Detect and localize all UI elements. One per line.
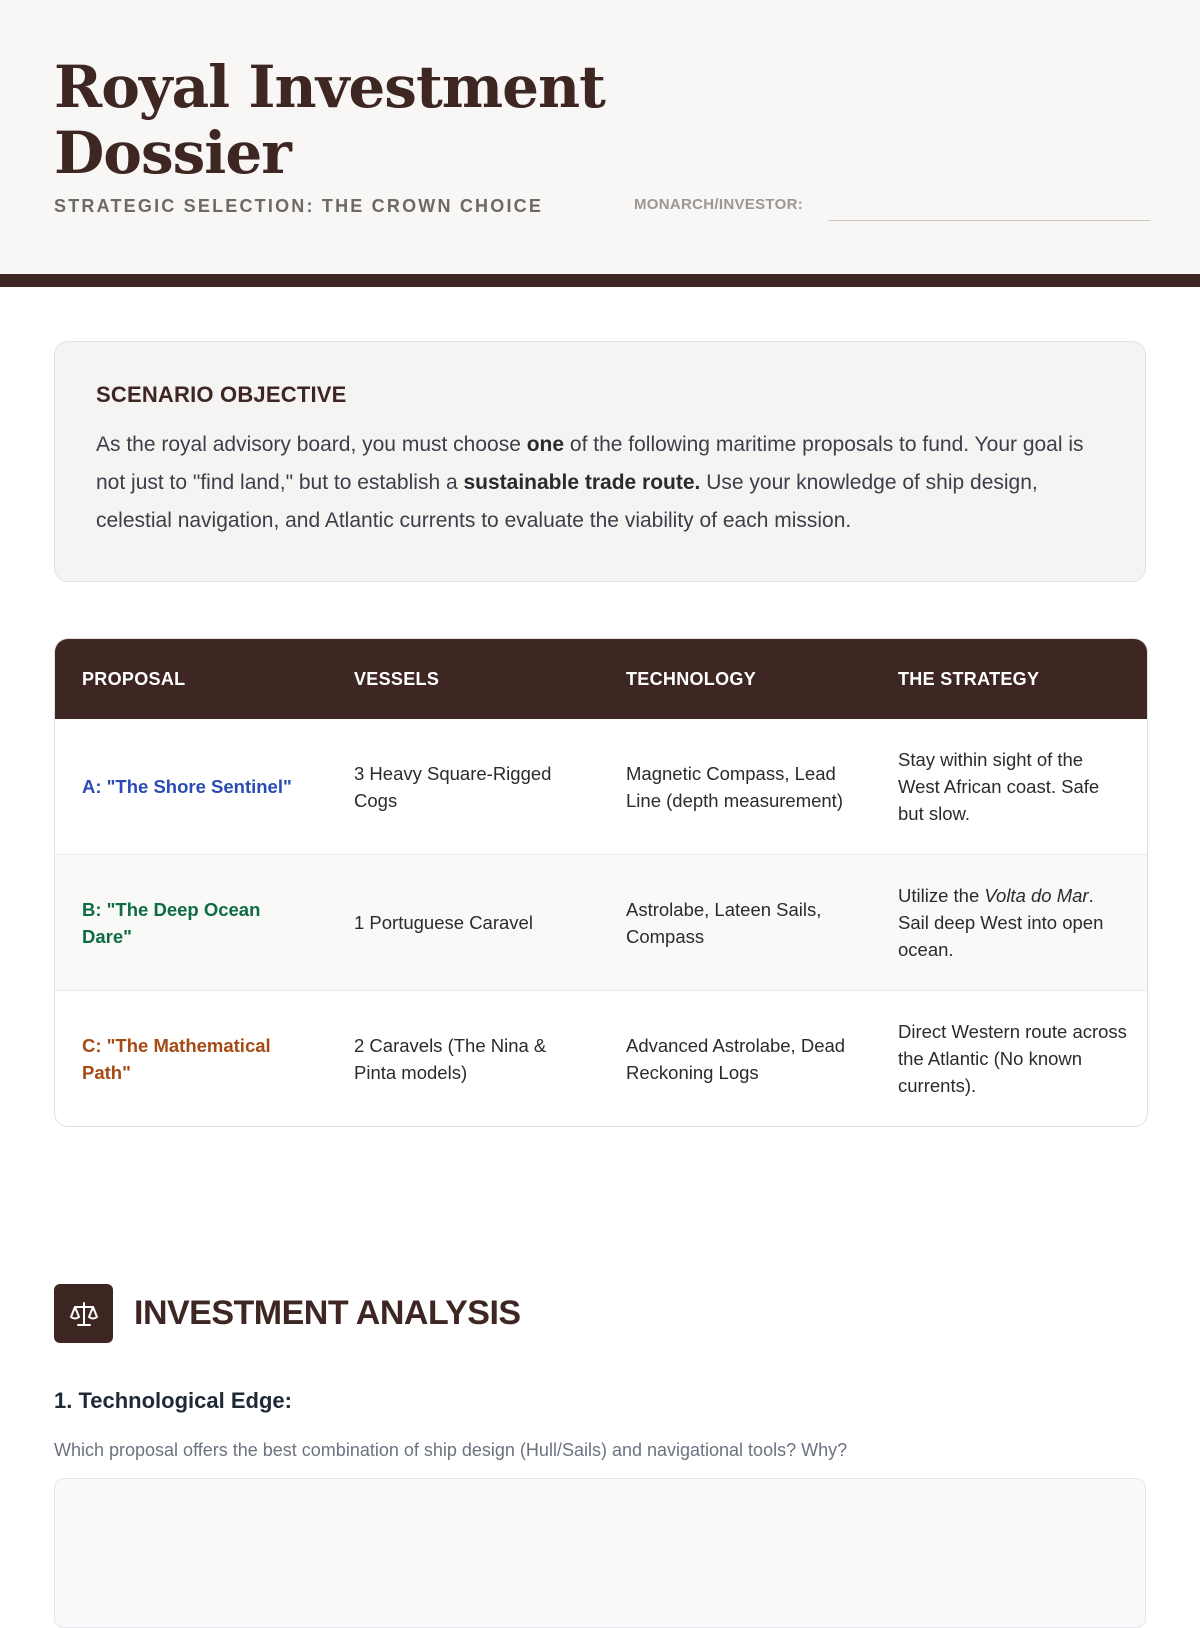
- proposal-cell: C: "The Mathematical Path": [55, 991, 327, 1127]
- table-row: [55, 991, 1147, 1127]
- header: [0, 0, 1200, 274]
- vessels-cell: 1 Portuguese Caravel: [327, 855, 599, 991]
- question-1-title: 1. Technological Edge:: [54, 1388, 292, 1413]
- vessels-cell: 3 Heavy Square-Rigged Cogs: [354, 762, 552, 811]
- objective-text-part-2: of the following maritime proposals to fund. Your goal is not just to "find land," but to establish a: [96, 433, 1084, 494]
- scale-icon: [54, 1284, 113, 1343]
- column-header-technology: TECHNOLOGY: [599, 639, 871, 719]
- strategy-text-suffix: . Sail deep West into open ocean.: [898, 885, 1104, 960]
- question-1-answer-field[interactable]: [54, 1478, 1146, 1628]
- strategy-cell: [871, 855, 1147, 991]
- proposal-cell: B: "The Deep Ocean Dare": [55, 855, 327, 991]
- objective-title: SCENARIO OBJECTIVE: [96, 382, 347, 407]
- strategy-cell: Direct Western route across the Atlantic (No known currents).: [871, 991, 1147, 1127]
- technology-cell: Advanced Astrolabe, Dead Reckoning Logs: [599, 991, 871, 1127]
- strategy-cell: Stay within sight of the West African coast. Safe but slow.: [898, 749, 1100, 824]
- strategy-text-prefix: Utilize the: [898, 885, 985, 906]
- table-row: [55, 855, 1147, 991]
- page-title-line-2: Dossier: [54, 119, 291, 187]
- technology-cell: Astrolabe, Lateen Sails, Compass: [599, 855, 871, 991]
- investor-name-field[interactable]: [828, 192, 1150, 221]
- scenario-objective-card: [54, 341, 1146, 582]
- column-header-strategy: THE STRATEGY: [871, 639, 1147, 719]
- page-subtitle: STRATEGIC SELECTION: THE CROWN CHOICE: [54, 196, 544, 216]
- vessels-cell: 2 Caravels (The Nina & Pinta models): [327, 991, 599, 1127]
- objective-text-part-3: Use your knowledge of ship design, celestial navigation, and Atlantic currents to evaluate the viability of each mission.: [96, 471, 1038, 532]
- objective-text-part-1: As the royal advisory board, you must choose: [96, 433, 527, 456]
- column-header-proposal: PROPOSAL: [55, 639, 327, 719]
- question-1-prompt: Which proposal offers the best combination of ship design (Hull/Sails) and navigational tools? Why?: [54, 1440, 848, 1460]
- technology-cell: Magnetic Compass, Lead Line (depth measurement): [626, 762, 843, 811]
- strategy-italic-term: Volta do Mar: [984, 885, 1089, 906]
- table-row: [55, 719, 1147, 855]
- objective-text: [96, 426, 1105, 540]
- table-header-row: [55, 639, 1147, 719]
- objective-emphasis-one: one: [526, 433, 565, 456]
- page-title-line-1: Royal Investment: [54, 53, 605, 121]
- page-title: [54, 54, 654, 186]
- investor-label: MONARCH/INVESTOR:: [634, 196, 803, 213]
- column-header-vessels: VESSELS: [327, 639, 599, 719]
- investment-analysis-heading: INVESTMENT ANALYSIS: [134, 1294, 521, 1332]
- proposals-table: [54, 638, 1148, 1127]
- proposal-cell: A: "The Shore Sentinel": [82, 776, 292, 797]
- header-divider-bar: [0, 274, 1200, 287]
- objective-emphasis-trade-route: sustainable trade route.: [463, 471, 701, 494]
